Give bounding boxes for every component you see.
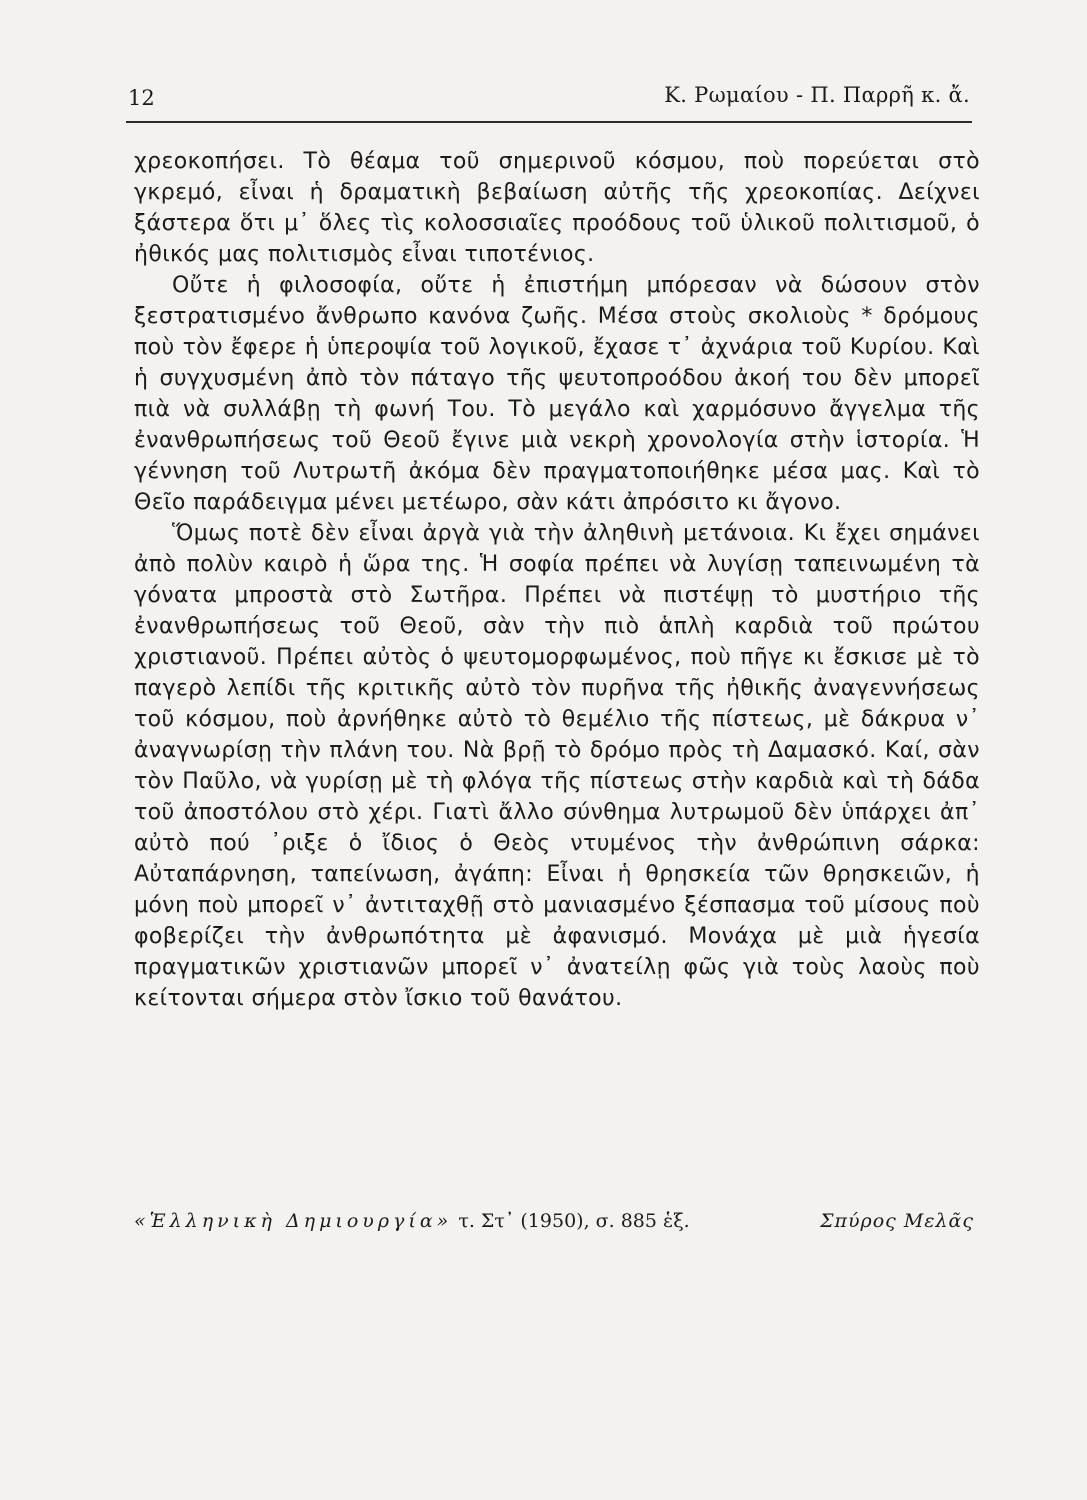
running-head: Κ. Ρωμαίου - Π. Παρρῆ κ. ἄ.	[664, 83, 970, 107]
paragraph-1: χρεοκοπήσει. Τὸ θέαμα τοῦ σημερινοῦ κόσμου, ποὺ πορεύεται στὸ γκρεμό, εἶναι ἡ δραματικὴ βεβαίωση αὐτῆς τῆς χρεοκοπίας. Δείχνει ξάστερα ὅτι μ᾽ ὅλες τὶς κολοσσιαῖες προόδους τοῦ ὑλικοῦ πολιτισμοῦ, ὁ ἠθικός μας πολιτισμὸς εἶναι τιποτένιος.	[134, 149, 980, 267]
header-rule	[126, 121, 972, 123]
page-header	[128, 78, 970, 118]
page-number: 12	[128, 86, 155, 110]
body-text	[134, 146, 980, 1014]
author-name: Σπύρος Μελᾶς	[820, 1210, 974, 1232]
citation-journal: «Ἑλληνικὴ Δημιουργία»	[134, 1210, 453, 1232]
paragraph-3: Ὅμως ποτὲ δὲν εἶναι ἀργὰ γιὰ τὴν ἀληθινὴ μετάνοια. Κι ἔχει σημάνει ἀπὸ πολὺν καιρὸ ἡ ὥρα της. Ἡ σοφία πρέπει νὰ λυγίσῃ ταπεινωμένη τὰ γόνατα μπροστὰ στὸ Σωτῆρα. Πρέπει νὰ πιστέψῃ τὸ μυστήριο τῆς ἐνανθρωπήσεως τοῦ Θεοῦ, σὰν τὴν πιὸ ἁπλὴ καρδιὰ τοῦ πρώτου χριστιανοῦ. Πρέπει αὐτὸς ὁ ψευτομορφωμένος, ποὺ πῆγε κι ἔσκισε μὲ τὸ παγερὸ λεπίδι τῆς κριτικῆς αὐτὸ τὸν πυρῆνα τῆς ἠθικῆς ἀναγεννήσεως τοῦ κόσμου, ποὺ ἀρνήθηκε αὐτὸ τὸ θεμέλιο τῆς πίστεως, μὲ δάκρυα ν᾽ ἀναγνωρίσῃ τὴν πλάνη του. Νὰ βρῇ τὸ δρόμο πρὸς τὴ Δαμασκό. Καί, σὰν τὸν Παῦλο, νὰ γυρίσῃ μὲ τὴ φλόγα τῆς πίστεως στὴν καρδιὰ καὶ τὴ δάδα τοῦ ἀποστόλου στὸ χέρι. Γιατὶ ἄλλο σύνθημα λυτρωμοῦ δὲν ὑπάρχει ἀπ᾽ αὐτὸ πού ᾽ριξε ὁ ἴδιος ὁ Θεὸς ντυμένος τὴν ἀνθρώπινη σάρκα: Αὐταπάρνηση, ταπείνωση, ἀγάπη: Εἶναι ἡ θρησκεία τῶν θρησκειῶν, ἡ μόνη ποὺ μπορεῖ ν᾽ ἀντιταχθῇ στὸ μανιασμένο ξέσπασμα τοῦ μίσους ποὺ φοβερίζει τὴν ἀνθρωπότητα μὲ ἀφανισμό. Μονάχα μὲ μιὰ ἡγεσία πραγματικῶν χριστιανῶν μπορεῖ ν᾽ ἀνατείλῃ φῶς γιὰ τοὺς λαοὺς ποὺ κείτονται σήμερα στὸν ἴσκιο τοῦ θανάτου.	[134, 521, 980, 1011]
source-line	[134, 1210, 974, 1244]
citation-details: τ. Στ᾽ (1950), σ. 885 ἑξ.	[452, 1210, 690, 1232]
citation	[134, 1210, 690, 1232]
paragraph-2: Οὔτε ἡ φιλοσοφία, οὔτε ἡ ἐπιστήμη μπόρεσαν νὰ δώσουν στὸν ξεστρατισμένο ἄνθρωπο κανόνα ζωῆς. Μέσα στοὺς σκολιοὺς * δρόμους ποὺ τὸν ἔφερε ἡ ὑπεροψία τοῦ λογικοῦ, ἔχασε τ᾽ ἀχνάρια τοῦ Κυρίου. Καὶ ἡ συγχυσμένη ἀπὸ τὸν πάταγο τῆς ψευτοπροόδου ἀκοή του δὲν μπορεῖ πιὰ νὰ συλλάβῃ τὴ φωνή Του. Τὸ μεγάλο καὶ χαρμόσυνο ἄγγελμα τῆς ἐνανθρωπήσεως τοῦ Θεοῦ ἔγινε μιὰ νεκρὴ χρονολογία στὴν ἱστορία. Ἡ γέννηση τοῦ Λυτρωτῆ ἀκόμα δὲν πραγματοποιήθηκε μέσα μας. Καὶ τὸ Θεῖο παράδειγμα μένει μετέωρο, σὰν κάτι ἀπρόσιτο κι ἄγονο.	[134, 273, 980, 515]
